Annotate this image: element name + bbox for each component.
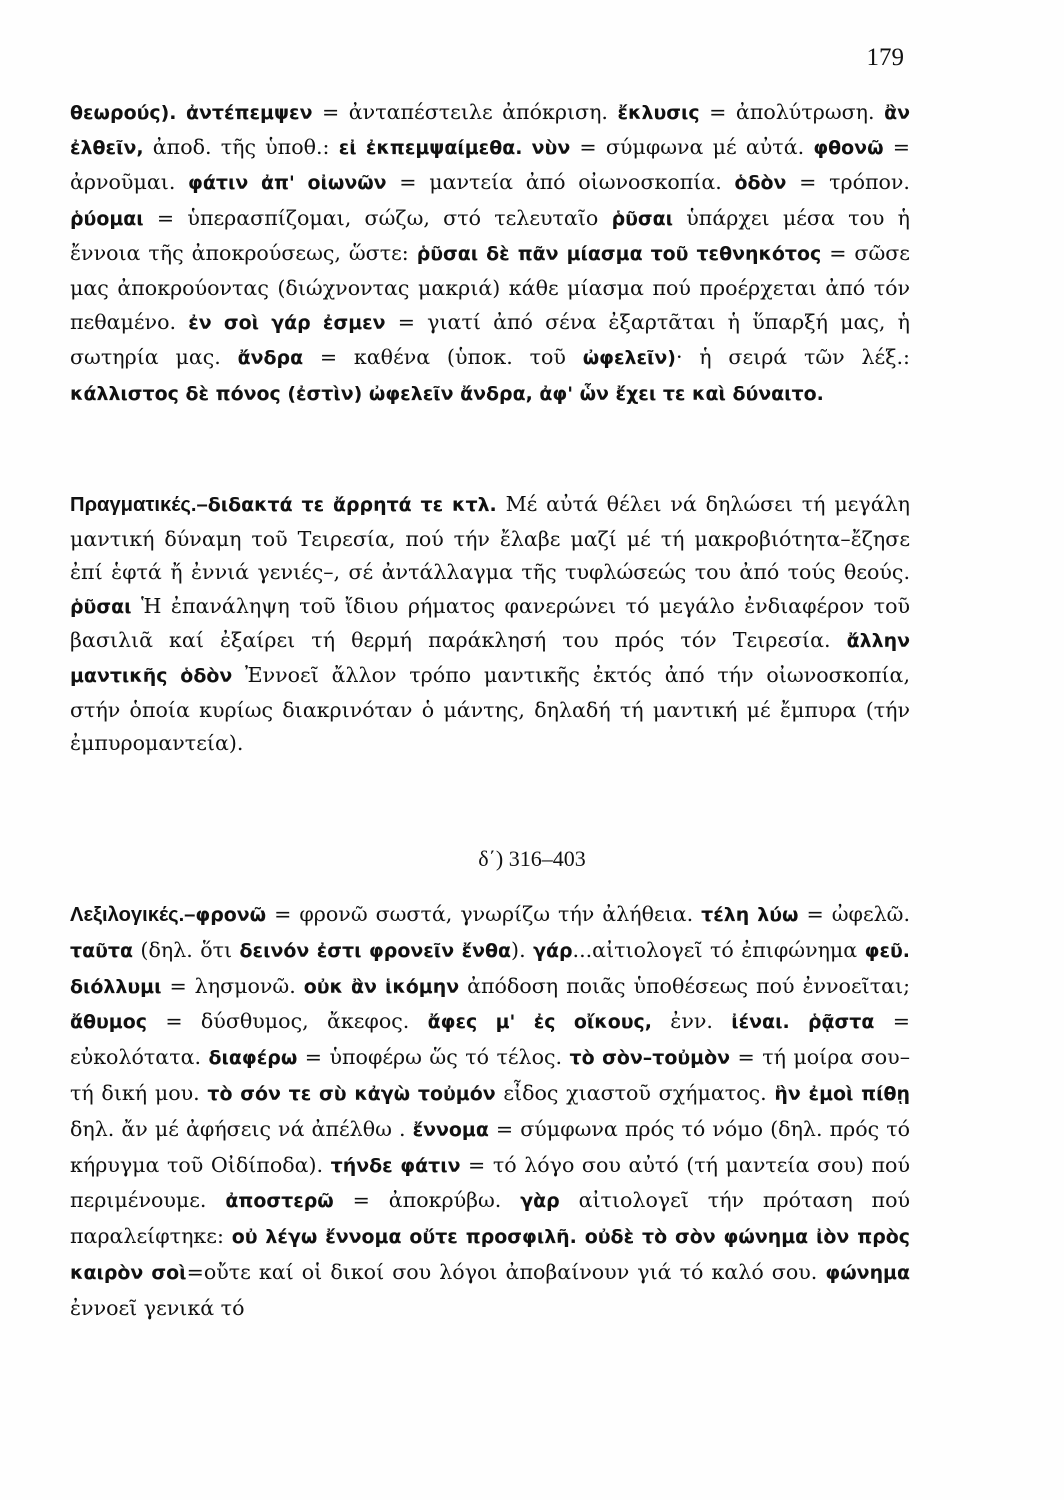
definition: = τή μοίρα σου–τή δική μου. [70,1045,910,1105]
term: ὁδὸν [734,172,787,195]
definition: δηλ. ἄν μέ ἀφήσεις νά ἀπέλθω . [70,1116,413,1141]
definition: = ὠφελῶ. [798,902,911,926]
definition: = δύσθυμος, ἄκεφος. [146,1009,428,1034]
definition: = ἀρνοῦμαι. [70,135,910,195]
term: ῥῦσαι [70,595,132,618]
term: ἄλλην μαντικῆς ὁδὸν [70,630,910,687]
note-text: Μέ αὐτά θέλει νά δηλώσει τή μεγάλη μαντική δύναμη τοῦ Τειρεσία, πού τήν ἔλαβε μαζί μέ τή μακροβιότητα–ἔζησε ἐπί ἑφτά ἤ ἐννιά γενιές–, σέ ἀντάλλαγμα τῆς τυφλώσεώς του ἀπό τούς θεούς. [70,492,910,585]
vocabulary-section [70,897,910,1326]
definition: = ὑπερασπίζομαι, σώζω, στό τελευταῖο [143,205,612,230]
glossary-section-continued [70,95,910,411]
term: τήνδε φάτιν [330,1154,461,1177]
definition: = τό λόγο σου αὐτό (τή μαντεία σου) πού περιμένουμε. [70,1152,910,1213]
term: τέλη λύω [701,904,799,926]
term: ἔννομα [412,1118,489,1141]
factual-notes-paragraph [70,488,910,761]
definition: ὑπάρχει μέσα του ἡ ἔννοια τῆς ἀποκρούσεως, ὥστε: [70,205,910,265]
definition: = μαντεία ἀπό οἰωνοσκοπία. [386,170,735,195]
term: ταῦτα [70,939,133,962]
definition: = σύμφωνα πρός τό νόμο (δηλ. πρός τό κήρυγμα τοῦ Οἰδίποδα). [70,1116,910,1177]
definition: =οὔτε καί οἱ δικοί σου λόγοι ἀποβαίνουν γιά τό καλό σου. [186,1259,826,1284]
glossary-paragraph [70,95,910,411]
term: τὸ σόν τε σὺ κἀγὼ τοὐμόν [207,1082,496,1105]
factual-notes-section [70,488,910,761]
definition: ἀπόδοση ποιᾶς ὑποθέσεως πού ἐννοεῖται; [459,973,911,998]
term: γὰρ [520,1190,560,1213]
term: οὐ λέγω ἔννομα οὔτε προσφιλῆ. οὐδὲ τὸ σὸν φώνημα ἰὸν πρὸς καιρὸν σοὶ [70,1226,910,1284]
section-heading: δ΄) 316–403 [478,846,586,871]
definition [790,1009,808,1033]
term: γάρ [533,939,573,962]
term: φεῦ. [864,939,910,962]
definition: ). [511,937,534,962]
term: ἔκλυσις [617,102,700,124]
definition: = σῶσε μας ἀποκρούοντας (διώχνοντας μακριά) κάθε μίασμα πού προέρχεται ἀπό τόν πεθαμένο. [70,240,910,335]
term: ἄνδρα [237,347,304,370]
definition: = ἀνταπέστειλε ἀπόκριση. [312,100,618,124]
term: ἐν σοὶ γάρ ἐσμεν [188,312,386,335]
definition: = ἀποκρύβω. [333,1188,521,1213]
term: ἣν ἐμοὶ πίθῃ [774,1082,910,1105]
term: οὐκ ἂν ἱκόμην [303,975,460,998]
term: φθονῶ [813,137,884,160]
term: διαφέρω [208,1047,298,1070]
term: ῥῦσαι [611,207,674,230]
term: ἄφες μ' ἐς οἴκους, [427,1011,652,1034]
definition: αἰτιολογεῖ τήν πρόταση πού παραλείφτηκε: [70,1188,910,1249]
term: ἂν ἐλθεῖν, [70,102,910,160]
term: κάλλιστος δὲ πόνος (ἐστὶν) ὠφελεῖν ἄνδρα, ἀφ' ὧν ἔχει τε καὶ δύναιτο. [70,382,824,405]
term: ῥῦσαι δὲ πᾶν μίασμα τοῦ τεθνηκότος [416,242,822,265]
note-text: Ἡ ἐπανάληψη τοῦ ἴδιου ρήματος φανερώνει τό μεγάλο ἐνδιαφέρον τοῦ βασιλιᾶ καί ἐξαίρει τή θερμή παράκλησή του πρός τόν Τειρεσία. [70,593,910,653]
term: ἀποστερῶ [225,1190,334,1213]
term: εἰ ἐκπεμψαίμεθα. νὺν [338,137,571,160]
definition: ἐνν. [651,1009,732,1034]
term: ῥᾷστα [807,1011,875,1034]
page-number: 179 [866,44,904,71]
definition: = φρονῶ σωστά, γνωρίζω τήν ἀλήθεια. [266,902,702,926]
definition: = ὑποφέρω ὥς τό τέλος. [297,1045,570,1070]
definition: ...αἰτιολογεῖ τό ἐπιφώνημα [572,937,865,962]
definition: (δηλ. ὅτι [132,937,240,962]
term: δεινόν ἐστι φρονεῖν ἔνθα [239,939,512,962]
definition: ἐννοεῖ γενικά τό [70,1295,245,1320]
term: ῥύομαι [70,207,144,230]
term: ὠφελεῖν) [582,347,676,370]
definition: = καθένα (ὑποκ. τοῦ [303,345,583,370]
definition: = λησμονῶ. [161,973,304,998]
definition: ἀποδ. τῆς ὑποθ.: [143,135,339,160]
definition: εἶδος χιαστοῦ σχήματος. [495,1080,775,1105]
section-label: Λεξιλογικές.– [70,904,196,926]
definition: = εὐκολότατα. [70,1009,910,1070]
term: τὸ σὸν–τοὐμὸν [569,1047,730,1070]
definition: · ἡ σειρά τῶν λέξ.: [675,345,910,370]
term: ἰέναι. [731,1011,790,1034]
term: φρονῶ [195,904,267,926]
definition: = σύμφωνα μέ αὐτά. [570,135,814,160]
term: φάτιν ἀπ' οἰωνῶν [188,172,387,195]
definition: = γιατί ἀπό σένα ἐξαρτᾶται ἡ ὕπαρξή μας, ἡ σωτηρία μας. [70,310,910,370]
vocabulary-paragraph [70,897,910,1326]
definition: = τρόπον. [786,170,910,195]
note-text: Ἐννοεῖ ἄλλον τρόπο μαντικῆς ἐκτός ἀπό τήν οἰωνοσκοπία, στήν ὁποία κυρίως διακρινόταν ὁ μάντης, δηλαδή τή μαντική μέ ἔμπυρα (τήν ἐμπυρομαντεία). [70,662,911,756]
term: ἄθυμος [70,1011,147,1034]
term: φώνημα [825,1261,910,1284]
term: θεωρούς). ἀντέπεμψεν [70,102,313,124]
term: διδακτά τε ἄρρητά τε κτλ. [207,494,497,516]
definition: = ἀπολύτρωση. [699,100,885,124]
section-label: Πραγματικές.– [70,494,208,516]
term: διόλλυμι [70,975,162,998]
